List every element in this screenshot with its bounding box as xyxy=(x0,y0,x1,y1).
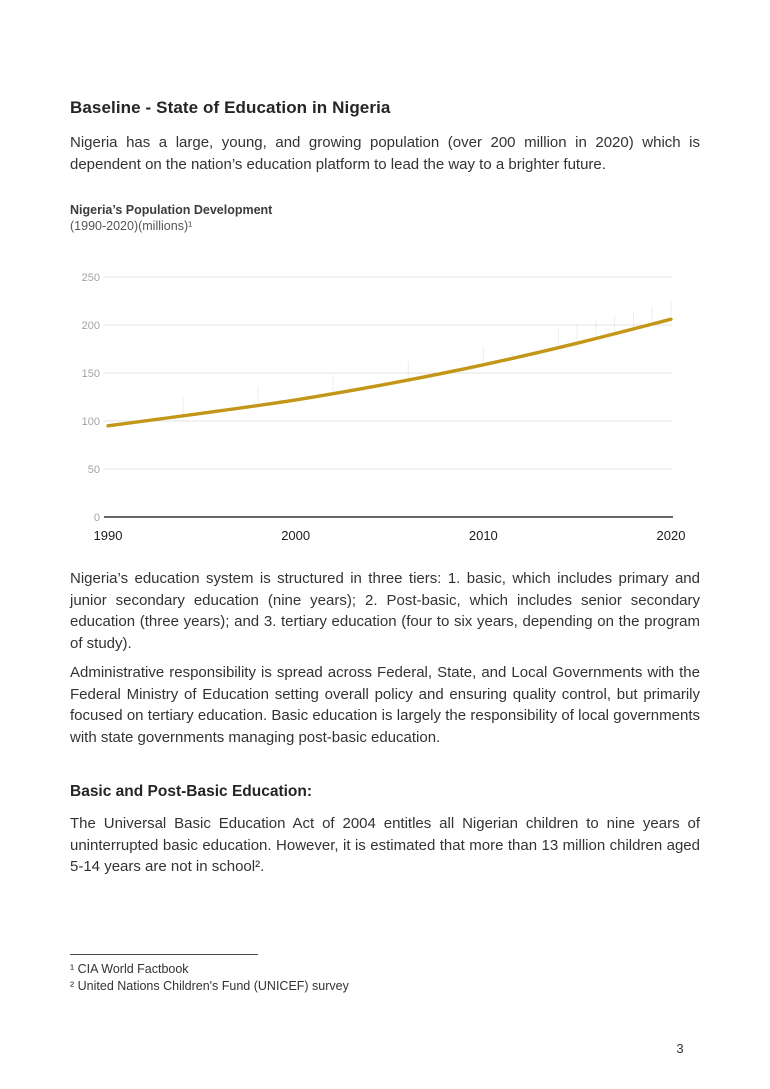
svg-text:2010: 2010 xyxy=(468,528,498,543)
svg-text:250: 250 xyxy=(81,272,100,284)
footnote-divider xyxy=(70,954,258,955)
population-line-chart xyxy=(70,260,700,550)
education-system-paragraph: Nigeria’s education system is structured in three tiers: 1. basic, which includes primary and junior secondary education (nine years); 2. Post-basic, which includes senior secondary education (three years); and 3. tertiary education (four to six years, depending on the program of study). xyxy=(70,570,700,652)
svg-text:200: 200 xyxy=(81,320,100,332)
svg-text:2020: 2020 xyxy=(656,528,686,543)
svg-text:1990: 1990 xyxy=(93,528,123,543)
svg-text:50: 50 xyxy=(87,464,100,476)
intro-paragraph: Nigeria has a large, young, and growing population (over 200 million in 2020) which is dependent on the nation’s education platform to lead the way to a brighter future. xyxy=(70,134,700,173)
chart-header xyxy=(70,202,700,234)
chart-subtitle: (1990-2020)(millions)¹ xyxy=(70,219,193,233)
basic-education-heading: Basic and Post-Basic Education: xyxy=(70,783,313,800)
page-title: Baseline - State of Education in Nigeria xyxy=(70,98,391,117)
svg-text:150: 150 xyxy=(81,368,100,380)
administrative-paragraph: Administrative responsibility is spread across Federal, State, and Local Governments with the Federal Ministry of Education setting overall policy and ensuring quality control, but primarily focused on tertiary education. Basic education is largely the responsibility of local governments with state governments managing post-basic education. xyxy=(70,664,700,746)
page-number: 3 xyxy=(676,1041,684,1056)
chart-title: Nigeria’s Population Development xyxy=(70,203,273,217)
footnote-unicef-survey: ² United Nations Children's Fund (UNICEF) survey xyxy=(70,979,349,993)
svg-text:0: 0 xyxy=(93,512,100,524)
basic-education-paragraph: The Universal Basic Education Act of 2004 entitles all Nigerian children to nine years of uninterrupted basic education. However, it is estimated that more than 13 million children aged 5-14 years are not in school². xyxy=(70,815,700,875)
svg-text:2000: 2000 xyxy=(281,528,311,543)
footnote-cia-world-factbook: ¹ CIA World Factbook xyxy=(70,962,189,976)
svg-text:100: 100 xyxy=(81,416,100,428)
